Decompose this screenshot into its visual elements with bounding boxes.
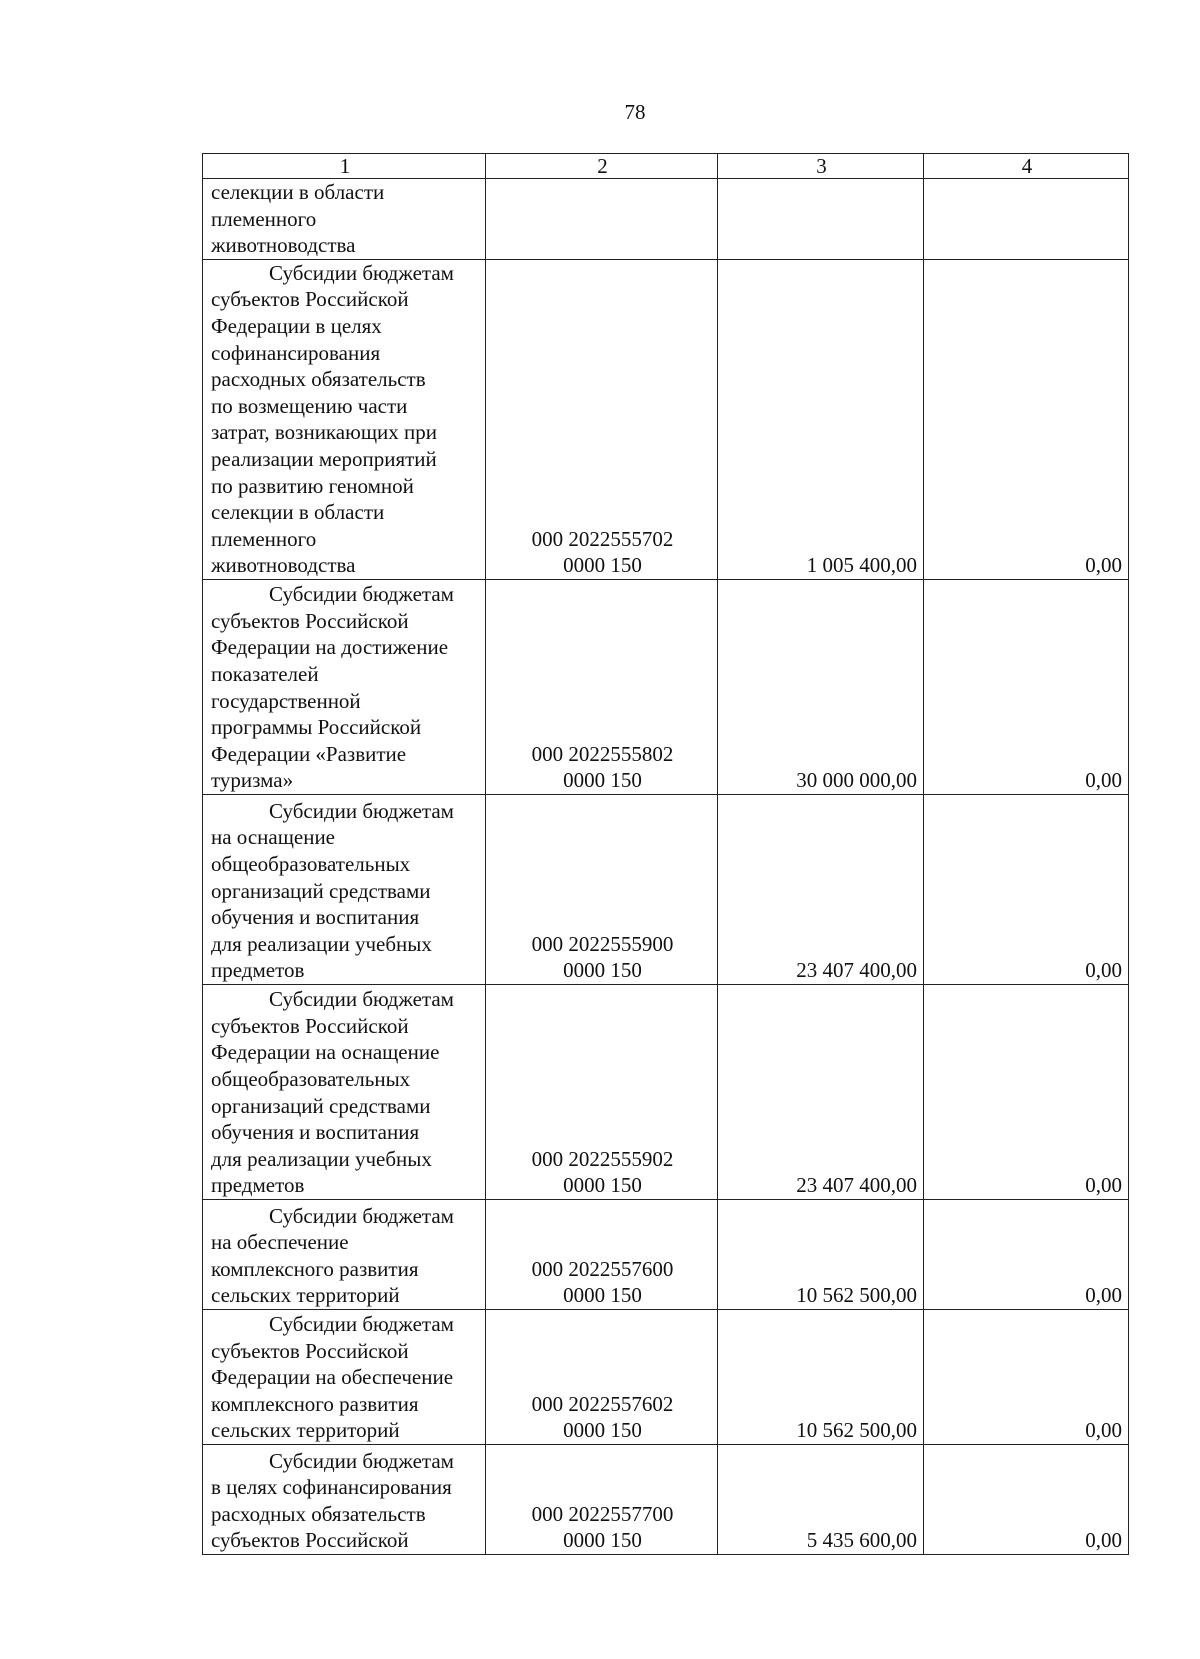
row-amount-col3: 30 000 000,00 <box>718 579 924 794</box>
table-row <box>203 259 1129 579</box>
row-amount-col4: 0,00 <box>924 1444 1129 1554</box>
row-description-first-line: Субсидии бюджетам <box>269 582 454 607</box>
row-code: 000 2022555902 0000 150 <box>486 984 718 1199</box>
row-description-text: субъектов Российской Федерации на достижение показателей государственной программы Российской Федерации «Развитие туризма» <box>211 608 449 793</box>
row-code: 000 2022555702 0000 150 <box>486 259 718 579</box>
row-code: 000 2022555900 0000 150 <box>486 794 718 984</box>
row-description <box>203 984 486 1199</box>
row-amount-col4: 0,00 <box>924 1309 1129 1444</box>
row-amount-col3: 10 562 500,00 <box>718 1309 924 1444</box>
column-header-3: 3 <box>718 154 924 179</box>
table-header <box>203 154 1129 179</box>
row-description-first-line: Субсидии бюджетам <box>269 1311 454 1336</box>
table-row <box>203 984 1129 1199</box>
row-description <box>203 1309 486 1444</box>
table-row <box>203 1444 1129 1554</box>
row-description-text: на обеспечение комплексного развития сельских территорий <box>211 1230 419 1308</box>
column-header-2: 2 <box>486 154 718 179</box>
row-description-first-line: Субсидии бюджетам <box>269 1448 454 1473</box>
column-header-4: 4 <box>924 154 1129 179</box>
row-amount-col4: 0,00 <box>924 1199 1129 1309</box>
budget-table <box>202 153 1129 1555</box>
row-description-first-line: Субсидии бюджетам <box>269 798 454 823</box>
row-amount-col3 <box>718 179 924 260</box>
row-amount-col3: 23 407 400,00 <box>718 984 924 1199</box>
header-row <box>203 154 1129 179</box>
row-amount-col4 <box>924 179 1129 260</box>
row-amount-col4: 0,00 <box>924 259 1129 579</box>
row-amount-col3: 1 005 400,00 <box>718 259 924 579</box>
table-row <box>203 794 1129 984</box>
row-code: 000 2022555802 0000 150 <box>486 579 718 794</box>
row-amount-col3: 10 562 500,00 <box>718 1199 924 1309</box>
row-amount-col4: 0,00 <box>924 794 1129 984</box>
row-description-first-line: Субсидии бюджетам <box>269 1203 454 1228</box>
table-row <box>203 1309 1129 1444</box>
row-amount-col4: 0,00 <box>924 984 1129 1199</box>
row-description-text: в целях софинансирования расходных обязательств субъектов Российской <box>211 1475 452 1553</box>
row-description <box>203 579 486 794</box>
row-description <box>203 1444 486 1554</box>
column-header-1: 1 <box>203 154 486 179</box>
row-description-first-line: Субсидии бюджетам <box>269 260 454 285</box>
table-body <box>203 179 1129 1555</box>
row-description <box>203 179 486 260</box>
row-description-text: селекции в области племенного животноводства <box>211 180 385 258</box>
row-code: 000 2022557602 0000 150 <box>486 1309 718 1444</box>
page-number: 78 <box>624 100 646 124</box>
row-description-text: субъектов Российской Федерации в целях софинансирования расходных обязательств по возмещению части затрат, возникающих при реализации мероприятий по развитию геномной селекции в области племенного животноводства <box>211 287 437 578</box>
row-description-text: субъектов Российской Федерации на оснащение общеобразовательных организаций средствами обучения и воспитания для реализации учебных предметов <box>211 1013 440 1198</box>
row-code <box>486 179 718 260</box>
row-code: 000 2022557700 0000 150 <box>486 1444 718 1554</box>
row-description-text: на оснащение общеобразовательных организаций средствами обучения и воспитания для реализации учебных предметов <box>211 825 432 983</box>
row-amount-col4: 0,00 <box>924 579 1129 794</box>
table-row <box>203 1199 1129 1309</box>
row-amount-col3: 23 407 400,00 <box>718 794 924 984</box>
row-description <box>203 1199 486 1309</box>
table-row <box>203 579 1129 794</box>
row-description <box>203 794 486 984</box>
table-row <box>203 179 1129 260</box>
row-description <box>203 259 486 579</box>
row-description-text: субъектов Российской Федерации на обеспечение комплексного развития сельских территорий <box>211 1338 454 1443</box>
row-description-first-line: Субсидии бюджетам <box>269 987 454 1012</box>
row-amount-col3: 5 435 600,00 <box>718 1444 924 1554</box>
row-code: 000 2022557600 0000 150 <box>486 1199 718 1309</box>
